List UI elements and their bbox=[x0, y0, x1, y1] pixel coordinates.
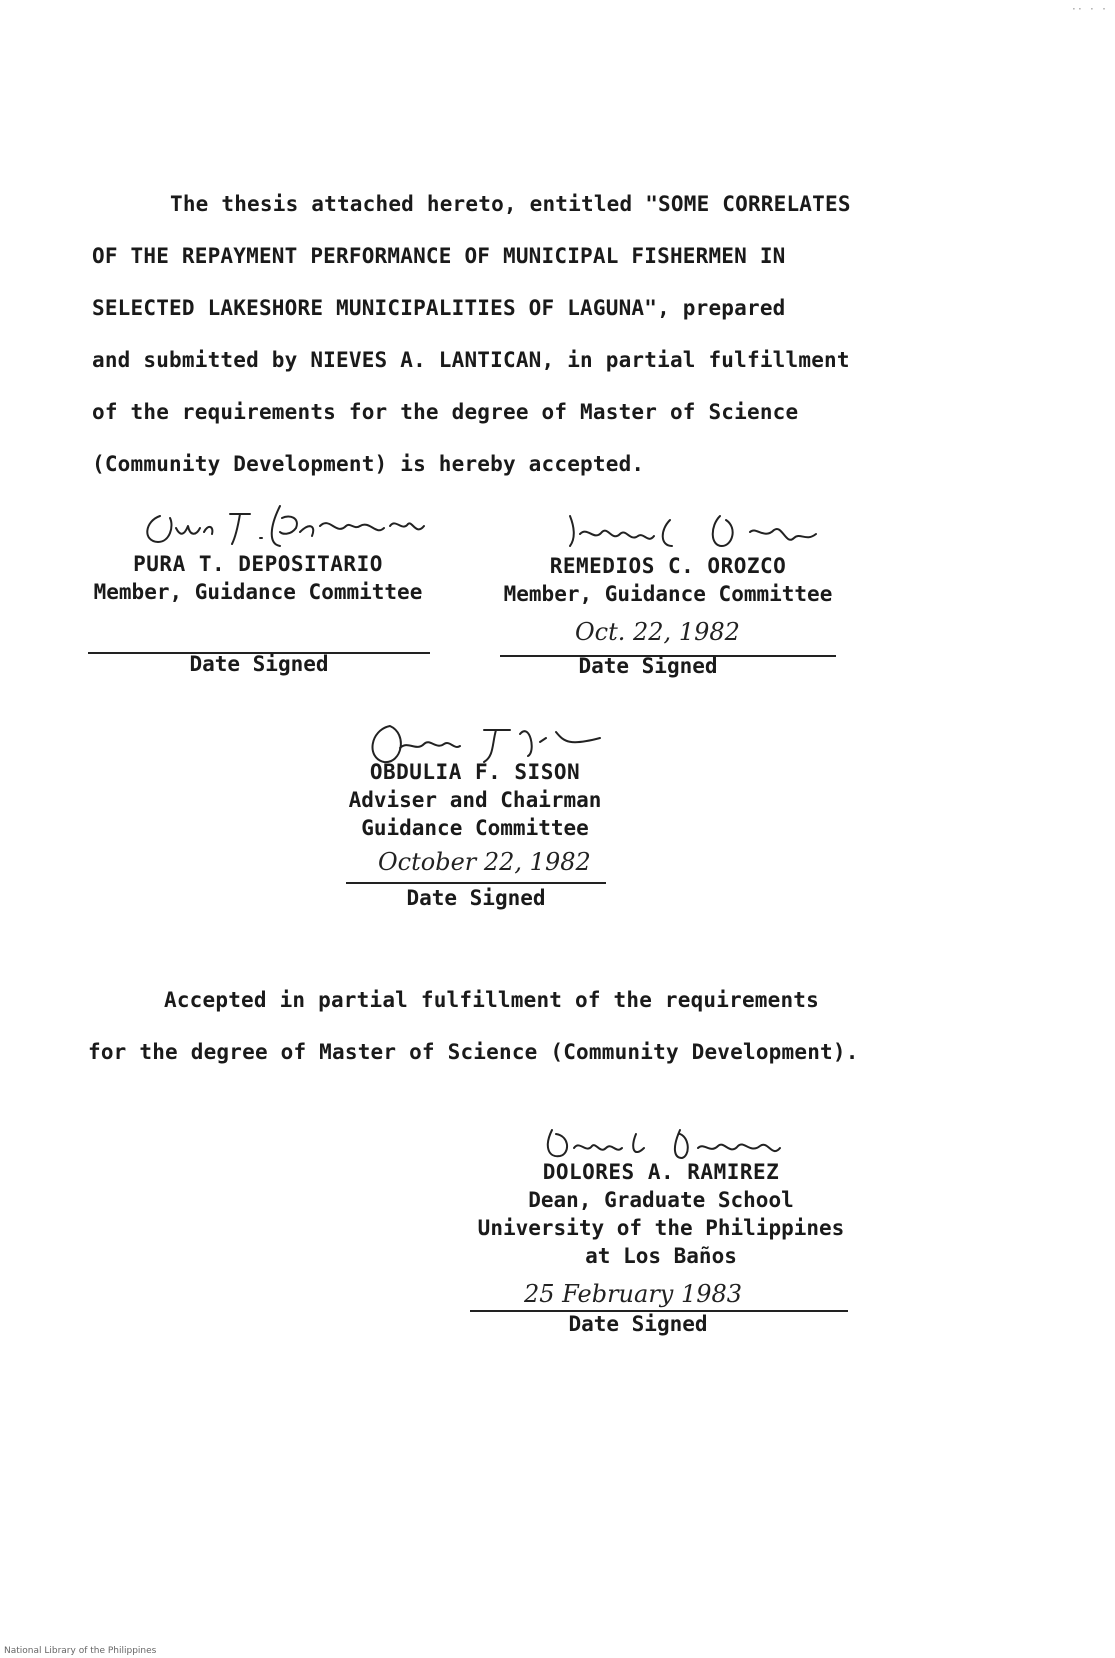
signatory-name: PURA T. DEPOSITARIO bbox=[133, 552, 383, 576]
body-line-4: and submitted by NIEVES A. LANTICAN, in partial fulfillment bbox=[92, 348, 850, 372]
date-label-orozco: Date Signed bbox=[578, 654, 718, 678]
body-line-5: of the requirements for the degree of Master of Science bbox=[92, 400, 799, 424]
signatory-title: Member, Guidance Committee bbox=[93, 580, 423, 604]
signatory-title-1: Dean, Graduate School bbox=[528, 1188, 794, 1212]
date-label-sison: Date Signed bbox=[406, 886, 546, 910]
body-line-3: SELECTED LAKESHORE MUNICIPALITIES OF LAGUNA", prepared bbox=[92, 296, 786, 320]
signatory-title-2: University of the Philippines bbox=[477, 1216, 845, 1240]
body-line-1: The thesis attached hereto, entitled "SOME CORRELATES bbox=[170, 192, 851, 216]
scan-footer: National Library of the Philippines bbox=[4, 1646, 157, 1656]
acceptance-line-1: Accepted in partial fulfillment of the requirements bbox=[164, 988, 819, 1012]
signature-orozco bbox=[560, 506, 850, 556]
signatory-name: DOLORES A. RAMIREZ bbox=[542, 1160, 780, 1184]
signatory-name: REMEDIOS C. OROZCO bbox=[549, 554, 787, 578]
handwritten-date-ramirez: 25 February 1983 bbox=[524, 1280, 743, 1308]
signatory-title-1: Adviser and Chairman bbox=[348, 788, 602, 812]
signatory-title-3: at Los Baños bbox=[585, 1244, 737, 1268]
date-label-depositario: Date Signed bbox=[189, 652, 329, 676]
handwritten-date-orozco: Oct. 22, 1982 bbox=[575, 618, 740, 646]
signature-depositario bbox=[140, 496, 440, 556]
signatory-orozco bbox=[500, 552, 836, 608]
handwritten-date-sison: October 22, 1982 bbox=[378, 848, 591, 876]
date-label-ramirez: Date Signed bbox=[568, 1312, 708, 1336]
scan-artifact: ·· · · bbox=[1070, 4, 1107, 15]
body-line-2: OF THE REPAYMENT PERFORMANCE OF MUNICIPAL FISHERMEN IN bbox=[92, 244, 786, 268]
signatory-name: OBDULIA F. SISON bbox=[369, 760, 581, 784]
acceptance-line-2: for the degree of Master of Science (Community Development). bbox=[88, 1040, 859, 1064]
signatory-title: Member, Guidance Committee bbox=[503, 582, 833, 606]
signatory-ramirez bbox=[466, 1158, 856, 1270]
date-line-sison bbox=[346, 882, 606, 884]
signatory-sison bbox=[310, 758, 640, 842]
body-line-6: (Community Development) is hereby accepted. bbox=[92, 452, 645, 476]
signatory-title-2: Guidance Committee bbox=[361, 816, 589, 840]
signatory-depositario bbox=[88, 550, 428, 606]
